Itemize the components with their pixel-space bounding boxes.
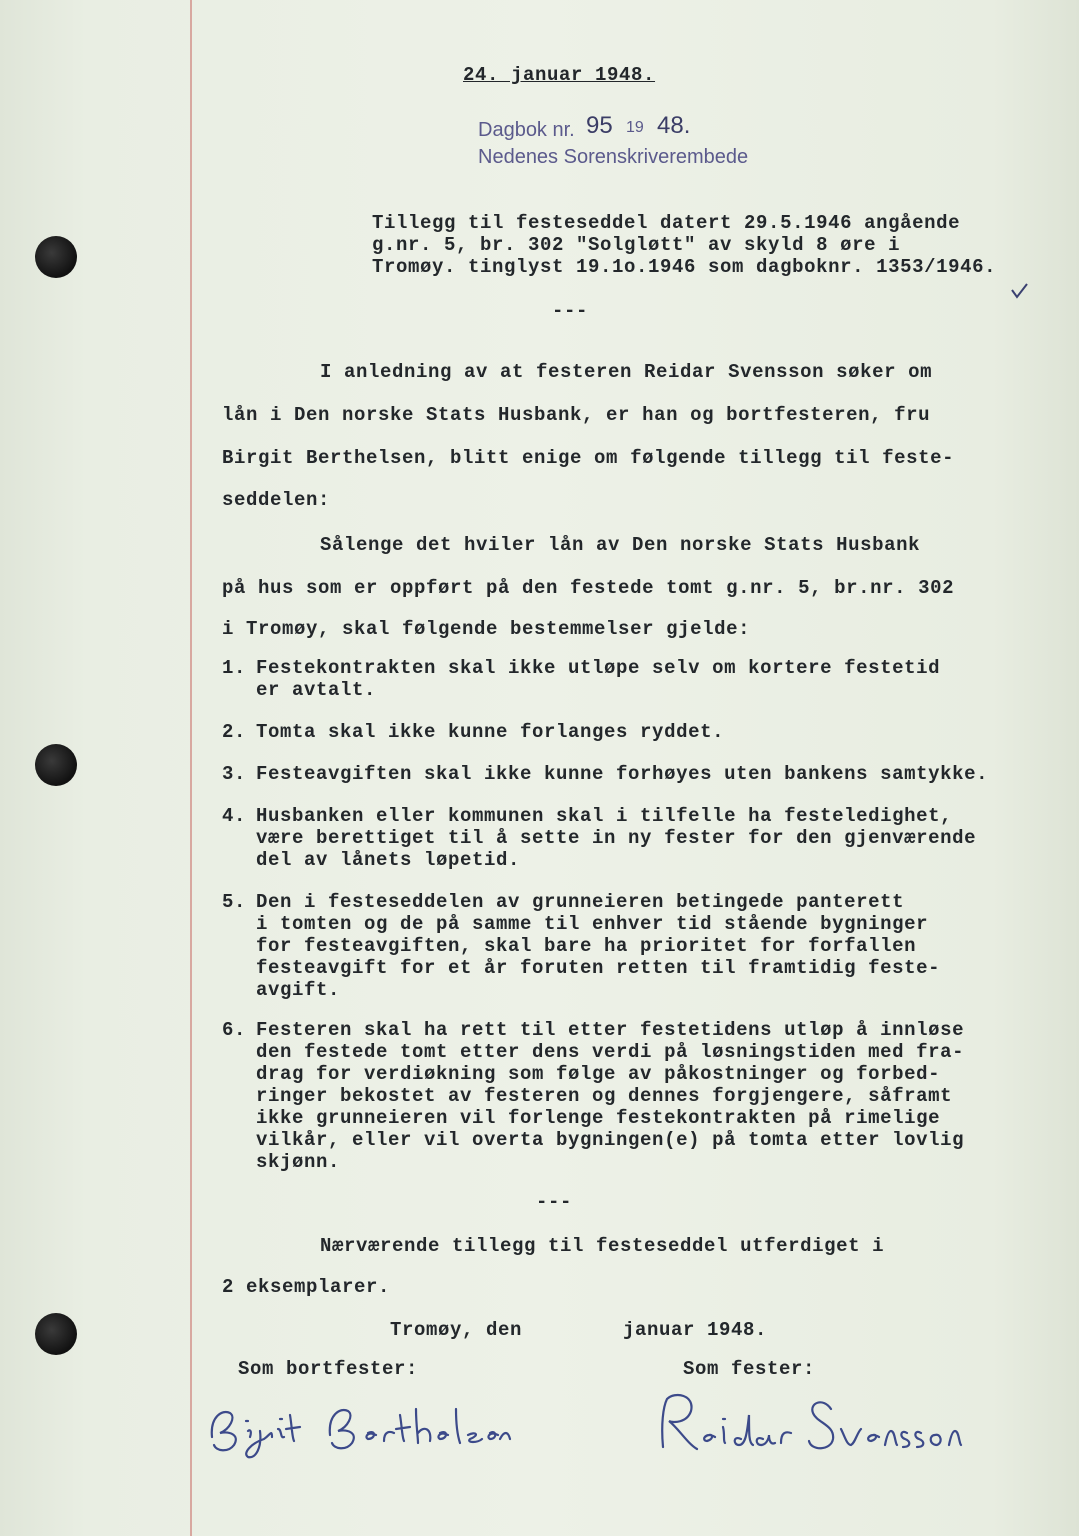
item-line: ikke grunneieren vil forlenge festekontrakten på rimelige (256, 1107, 941, 1129)
item-line: vilkår, eller vil overta bygningen(e) på tomta etter lovlig (256, 1129, 965, 1151)
item-line: drag for verdiøkning som følge av påkostninger og forbed- (256, 1063, 941, 1085)
item-line: den festede tomt etter dens verdi på løsningstiden med fra- (256, 1041, 965, 1063)
stamp-year-prefix: 19 (626, 119, 644, 136)
title-line: Tillegg til festeseddel datert 29.5.1946 angående (372, 212, 961, 234)
separator: --- (536, 1191, 573, 1213)
item-line: for festeavgiften, skal bare ha prioritet for forfallen (256, 935, 917, 957)
separator: --- (552, 300, 589, 322)
item-line: ringer bekostet av festeren og dennes forgjengere, såframt (256, 1085, 953, 1107)
date-text: januar 1948. (623, 1319, 768, 1341)
intro-line: lån i Den norske Stats Husbank, er han og bortfesteren, fru (222, 404, 931, 426)
condition-line: på hus som er oppført på den festede tomt g.nr. 5, br.nr. 302 (222, 577, 955, 599)
margin-line (190, 0, 192, 1536)
item-line: i tomten og de på samme til enhver tid stående bygninger (256, 913, 929, 935)
item-number: 3. (222, 763, 247, 785)
closing-line: 2 eksemplarer. (222, 1276, 391, 1298)
item-number: 1. (222, 657, 247, 679)
lessor-label: Som bortfester: (238, 1358, 419, 1380)
punch-hole-bottom (35, 1313, 77, 1355)
item-line: Festeavgiften skal ikke kunne forhøyes uten bankens samtykke. (256, 763, 989, 785)
stamp-year-suffix: 48. (657, 112, 691, 139)
item-number: 2. (222, 721, 247, 743)
date-heading: 24. januar 1948. (463, 64, 656, 86)
item-number: 5. (222, 891, 247, 913)
closing-line: Nærværende tillegg til festeseddel utferdiget i (320, 1235, 885, 1257)
title-line: g.nr. 5, br. 302 "Solgløtt" av skyld 8 øre i (372, 234, 901, 256)
condition-line: i Tromøy, skal følgende bestemmelser gjelde: (222, 618, 751, 640)
item-line: festeavgift for et år foruten retten til framtidig feste- (256, 957, 941, 979)
check-mark-icon (1010, 282, 1030, 300)
lessor-signature (200, 1395, 520, 1465)
stamp-dagbok-number: 95 (586, 112, 613, 139)
item-line: er avtalt. (256, 679, 377, 701)
item-line: del av lånets løpetid. (256, 849, 521, 871)
item-number: 4. (222, 805, 247, 827)
lessee-label: Som fester: (683, 1358, 816, 1380)
lessee-signature (645, 1385, 975, 1465)
item-line: være berettiget til å sette in ny fester for den gjenværende (256, 827, 977, 849)
item-line: Husbanken eller kommunen skal i tilfelle ha festeledighet, (256, 805, 953, 827)
item-line: Festeren skal ha rett til etter festetidens utløp å innløse (256, 1019, 965, 1041)
stamp-dagbok-label: Dagbok nr. (478, 119, 575, 141)
intro-line: seddelen: (222, 489, 331, 511)
condition-line: Sålenge det hviler lån av Den norske Stats Husbank (320, 534, 921, 556)
stamp-office: Nedenes Sorenskriverembede (478, 146, 749, 168)
item-line: Tomta skal ikke kunne forlanges ryddet. (256, 721, 725, 743)
item-line: Festekontrakten skal ikke utløpe selv om kortere festetid (256, 657, 941, 679)
item-line: skjønn. (256, 1151, 341, 1173)
intro-line: I anledning av at festeren Reidar Svensson søker om (320, 361, 933, 383)
place-text: Tromøy, den (390, 1319, 523, 1341)
item-line: Den i festeseddelen av grunneieren betingede panterett (256, 891, 905, 913)
item-number: 6. (222, 1019, 247, 1041)
intro-line: Birgit Berthelsen, blitt enige om følgende tillegg til feste- (222, 447, 955, 469)
punch-hole-middle (35, 744, 77, 786)
punch-hole-top (35, 236, 77, 278)
item-line: avgift. (256, 979, 341, 1001)
title-line: Tromøy. tinglyst 19.1o.1946 som dagboknr. 1353/1946. (372, 256, 997, 278)
